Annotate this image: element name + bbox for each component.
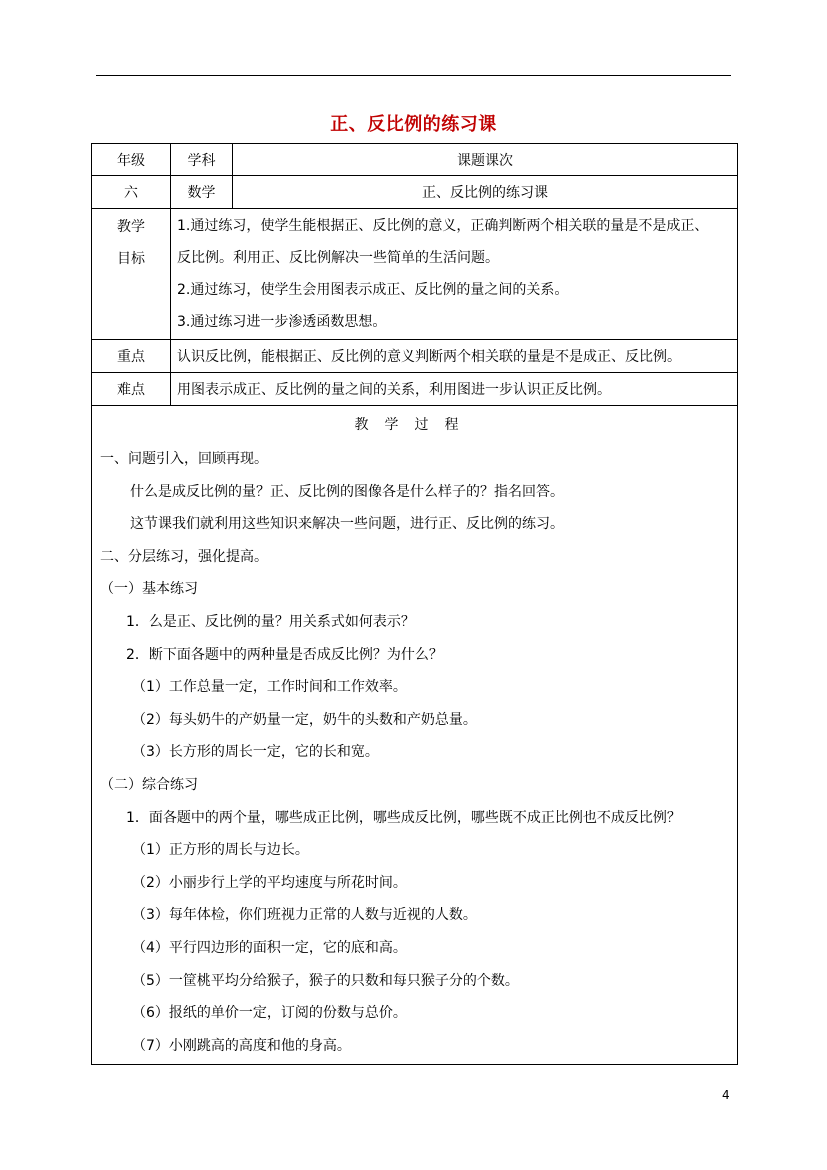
- lesson-plan-table: [91, 143, 738, 1065]
- process-line: 什么是成反比例的量？正、反比例的图像各是什么样子的？指名回答。: [130, 483, 564, 500]
- process-line: （4）平行四边形的面积一定，它的底和高。: [132, 939, 407, 956]
- page-number: 4: [722, 1088, 730, 1102]
- goals-label: [92, 209, 171, 340]
- process-line: 一、问题引入，回顾再现。: [100, 451, 268, 467]
- process-line: 1．么是正、反比例的量？用关系式如何表示？: [126, 613, 415, 630]
- process-line: （5）一筐桃平均分给猴子，猴子的只数和每只猴子分的个数。: [132, 972, 519, 989]
- process-line: （7）小刚跳高的高度和他的身高。: [132, 1037, 351, 1054]
- process-line: （3）长方形的周长一定，它的长和宽。: [132, 744, 379, 761]
- difficulty-text: 用图表示成正、反比例的量之间的关系，利用图进一步认识正反比例。: [171, 373, 738, 406]
- goals-row: [92, 209, 738, 340]
- goal-line: 2.通过练习，使学生会用图表示成正、反比例的量之间的关系。: [177, 282, 569, 298]
- process-line: （2）每头奶牛的产奶量一定，奶牛的头数和产奶总量。: [132, 711, 477, 728]
- topic-header: 课题课次: [233, 144, 738, 176]
- process-line: （1）正方形的周长与边长。: [132, 842, 309, 859]
- process-heading: 教学过程: [354, 417, 475, 433]
- key-point-label: 重点: [92, 340, 171, 373]
- process-line: （二）综合练习: [100, 776, 198, 793]
- value-row: [92, 176, 738, 209]
- process-lines: [92, 443, 737, 1062]
- process-section: [92, 406, 738, 1065]
- grade-value: 六: [92, 176, 171, 209]
- goal-line: 1.通过练习，使学生能根据正、反比例的意义，正确判断两个相关联的量是不是成正、: [177, 218, 709, 234]
- process-line: （一）基本练习: [100, 581, 198, 598]
- goals-content: [171, 209, 738, 340]
- document-title: 正、反比例的练习课: [330, 114, 497, 135]
- process-line: 二、分层练习，强化提高。: [100, 548, 268, 565]
- grade-header: 年级: [92, 144, 171, 176]
- process-row: [92, 406, 738, 1065]
- process-line: （2）小丽步行上学的平均速度与所花时间。: [132, 874, 407, 891]
- difficulty-row: [92, 373, 738, 406]
- process-line: 这节课我们就利用这些知识来解决一些问题，进行正、反比例的练习。: [130, 516, 564, 533]
- process-line: （6）报纸的单价一定，订阅的份数与总价。: [132, 1005, 407, 1022]
- header-row: [92, 144, 738, 176]
- goals-label-line-2: 目标: [117, 251, 145, 267]
- key-point-row: [92, 340, 738, 373]
- process-line: 1．面各题中的两个量，哪些成正比例，哪些成反比例，哪些既不成正比例也不成反比例？: [126, 809, 681, 826]
- difficulty-label: 难点: [92, 373, 171, 406]
- topic-value: 正、反比例的练习课: [233, 176, 738, 209]
- key-point-text: 认识反比例，能根据正、反比例的意义判断两个相关联的量是不是成正、反比例。: [171, 340, 738, 373]
- subject-header: 学科: [171, 144, 233, 176]
- process-line: （1）工作总量一定，工作时间和工作效率。: [132, 679, 407, 696]
- goals-label-line-1: 教学: [117, 219, 145, 235]
- goal-line: 反比例。利用正、反比例解决一些简单的生活问题。: [177, 250, 499, 266]
- goal-line: 3.通过练习进一步渗透函数思想。: [177, 314, 387, 330]
- process-line: （3）每年体检，你们班视力正常的人数与近视的人数。: [132, 907, 477, 924]
- subject-value: 数学: [171, 176, 233, 209]
- process-line: 2．断下面各题中的两种量是否成反比例？为什么？: [126, 646, 443, 663]
- header-rule: [96, 75, 731, 76]
